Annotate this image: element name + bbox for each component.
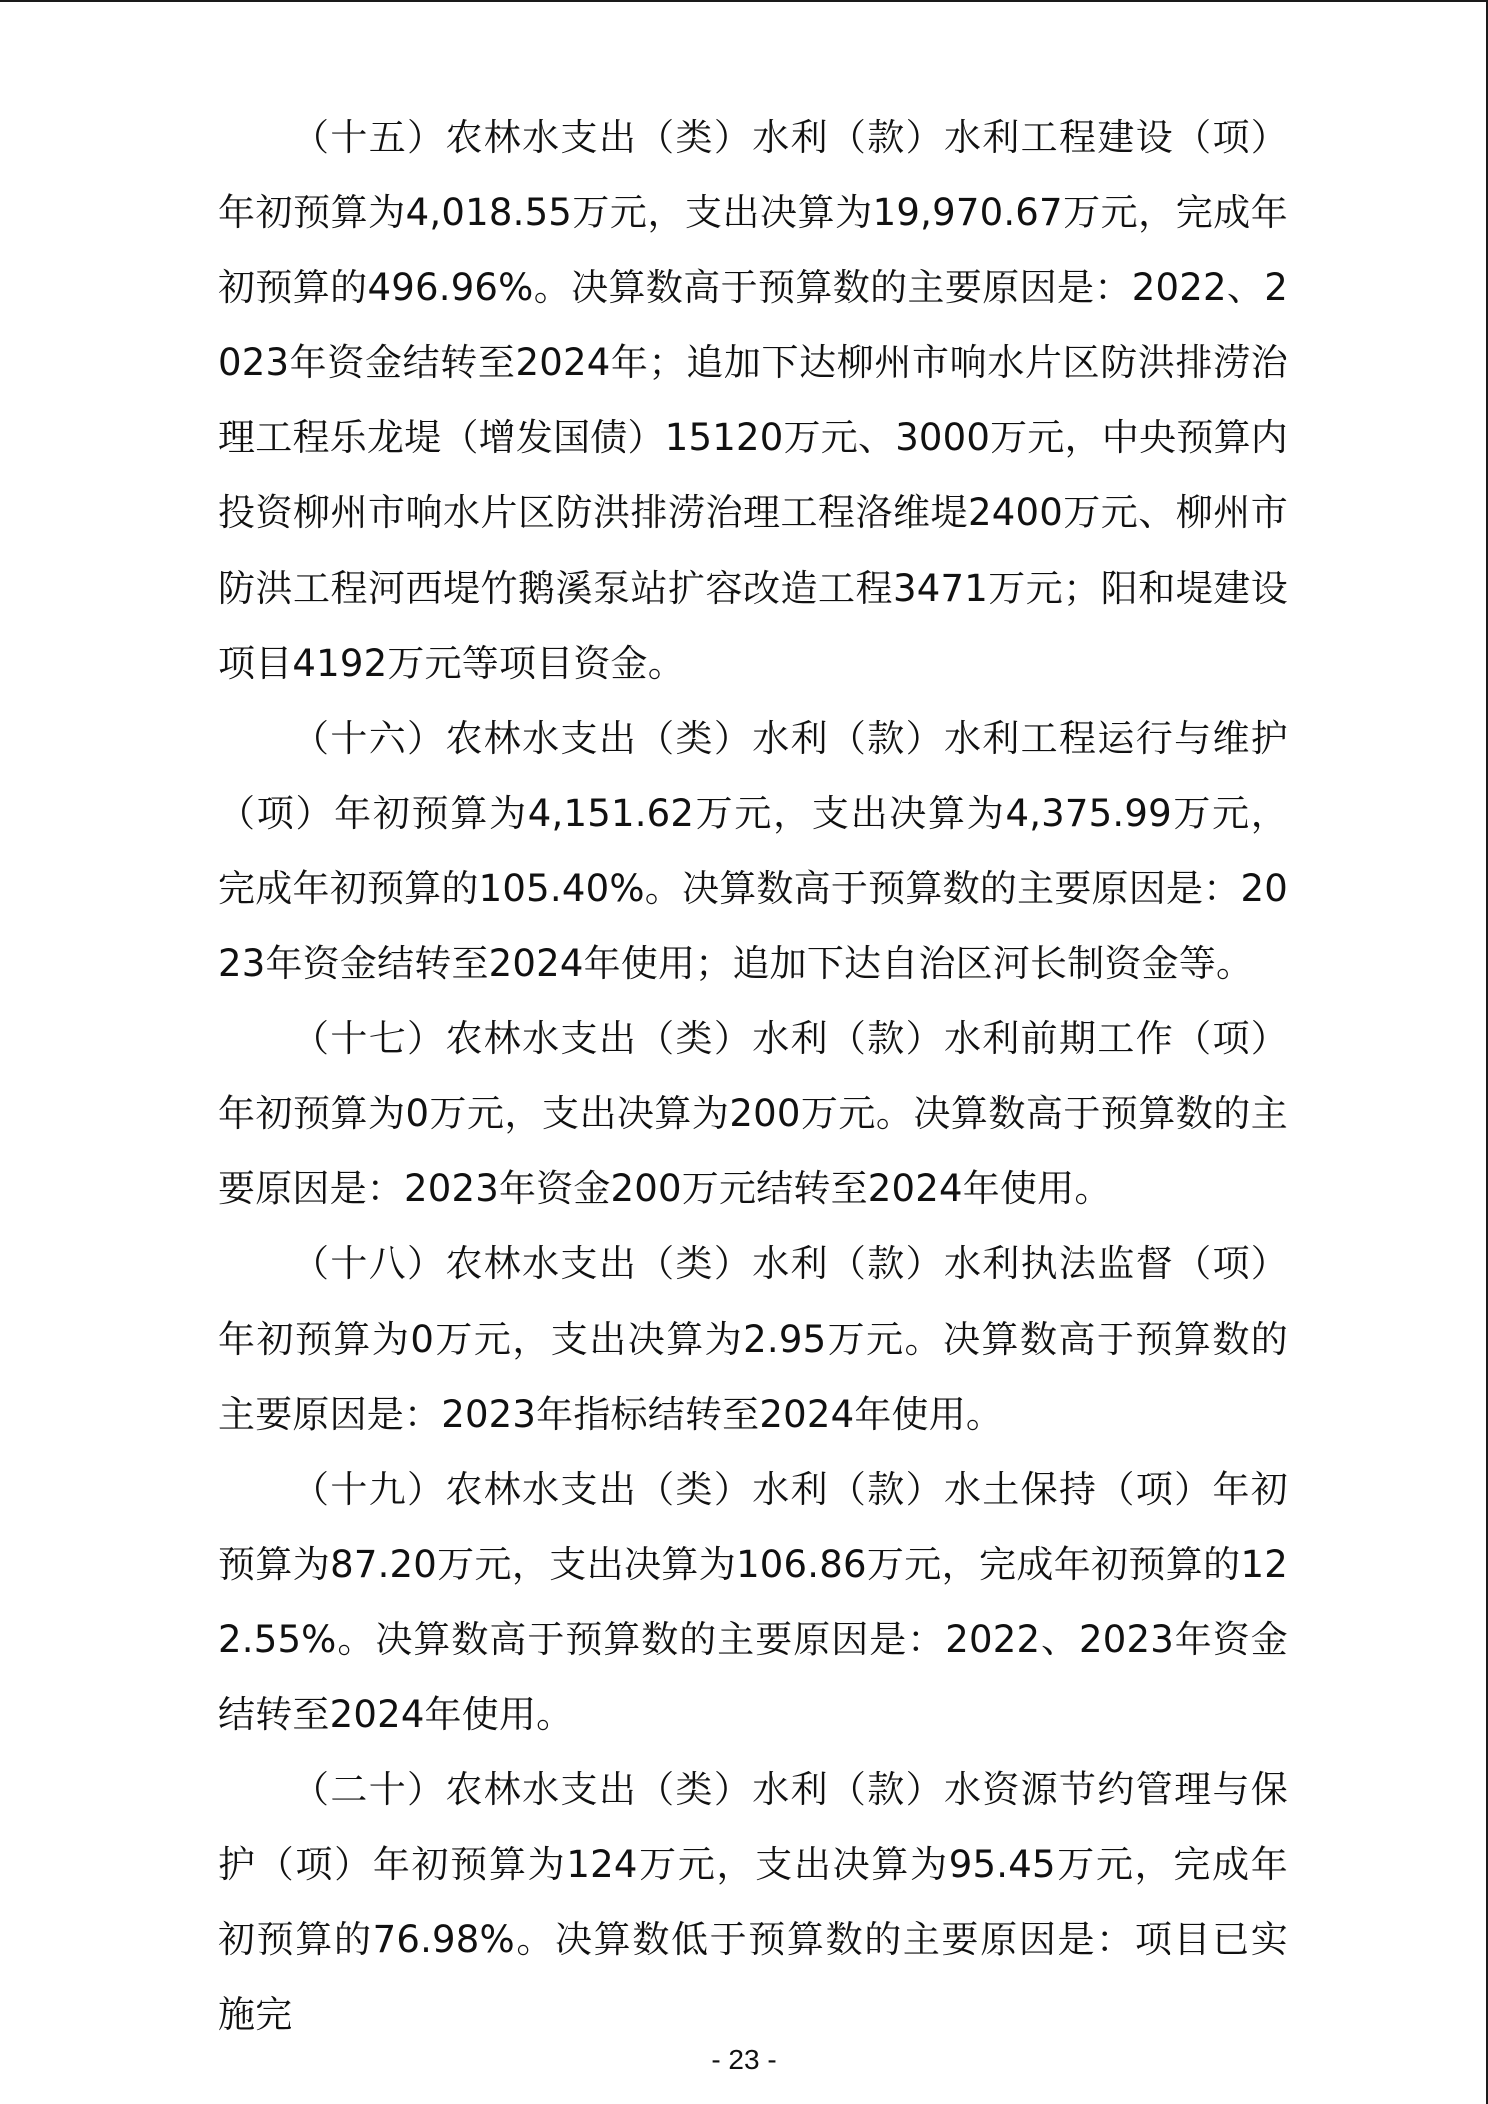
document-body xyxy=(218,100,1288,2052)
paragraph-item-18: （十八）农林水支出（类）水利（款）水利执法监督（项）年初预算为0万元，支出决算为2.95万元。决算数高于预算数的主要原因是：2023年指标结转至2024年使用。 xyxy=(218,1242,1288,1436)
paragraph-item-19: （十九）农林水支出（类）水利（款）水土保持（项）年初预算为87.20万元，支出决算为106.86万元，完成年初预算的122.55%。决算数高于预算数的主要原因是：2022、2023年资金结转至2024年使用。 xyxy=(218,1467,1288,1736)
page-border-top xyxy=(0,0,1488,2)
paragraph-item-16: （十六）农林水支出（类）水利（款）水利工程运行与维护（项）年初预算为4,151.62万元，支出决算为4,375.99万元，完成年初预算的105.40%。决算数高于预算数的主要原因是：2023年资金结转至2024年使用；追加下达自治区河长制资金等。 xyxy=(218,716,1288,986)
paragraph-item-15: （十五）农林水支出（类）水利（款）水利工程建设（项）年初预算为4,018.55万元，支出决算为19,970.67万元，完成年初预算的496.96%。决算数高于预算数的主要原因是：2022、2023年资金结转至2024年；追加下达柳州市响水片区防洪排涝治理工程乐龙堤（增发国债）15120万元、3000万元，中央预算内投资柳州市响水片区防洪排涝治理工程洛维堤2400万元、柳州市防洪工程河西堤竹鹅溪泵站扩容改造工程3471万元；阳和堤建设项目4192万元等项目资金。 xyxy=(218,116,1288,685)
paragraph-item-17: （十七）农林水支出（类）水利（款）水利前期工作（项）年初预算为0万元，支出决算为200万元。决算数高于预算数的主要原因是：2023年资金200万元结转至2024年使用。 xyxy=(218,1017,1288,1211)
paragraph-item-20: （二十）农林水支出（类）水利（款）水资源节约管理与保护（项）年初预算为124万元，支出决算为95.45万元，完成年初预算的76.98%。决算数低于预算数的主要原因是：项目已实施完 xyxy=(218,1768,1288,2037)
page-number: - 23 - xyxy=(711,2044,777,2075)
